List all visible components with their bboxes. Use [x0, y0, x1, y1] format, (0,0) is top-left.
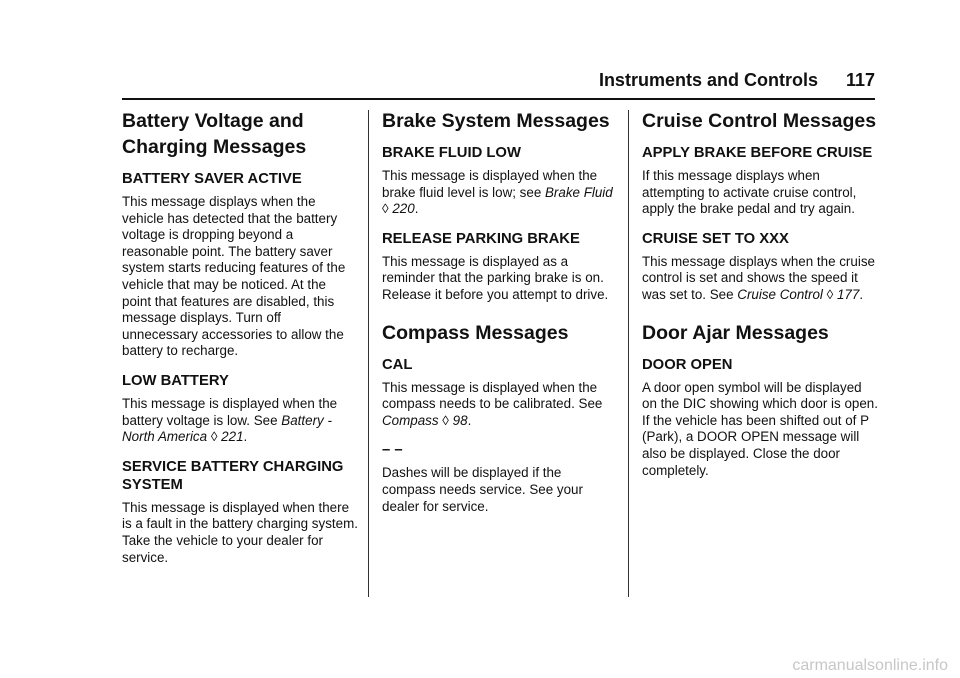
page-header: [0, 70, 875, 91]
column-2: [382, 108, 618, 527]
section-heading-battery: Battery Voltage and Charging Messages: [122, 110, 307, 158]
arrow-icon: ◊: [382, 201, 389, 217]
section-title: Instruments and Controls: [598, 70, 818, 90]
item-text-release-parking: This message is displayed as a reminder that the parking brake is on. Release it before you attempt to drive.: [382, 253, 609, 302]
item-title-cruise-set: CRUISE SET TO XXX: [642, 230, 789, 247]
header-rule: [122, 98, 875, 100]
arrow-icon: ◊: [442, 412, 449, 428]
xref-page[interactable]: 177: [836, 286, 860, 302]
column-divider-1: [368, 110, 369, 597]
item-title-service-battery: SERVICE BATTERY CHARGING SYSTEM: [122, 458, 344, 493]
section-heading-door: Door Ajar Messages: [642, 321, 829, 344]
item-text-cal: This message is displayed when the compass needs to be calibrated. See Compass ◊ 98.: [382, 379, 603, 428]
item-text-battery-saver: This message displays when the vehicle has detected that the battery voltage is dropping beyond a reasonable point. The battery saver system starts reducing features of the vehicle that may be noticed. At the point that features are disabled, this message displays. Turn off unnecessary accessories to allow the battery to recharge.: [122, 194, 346, 359]
xref-link[interactable]: Brake Fluid: [545, 184, 613, 200]
watermark: carmanualsonline.info: [792, 657, 948, 674]
item-title-cal: CAL: [382, 356, 413, 373]
section-heading-cruise: Cruise Control Messages: [642, 110, 877, 132]
column-1: [122, 108, 358, 578]
item-text-cruise-set: This message displays when the cruise control is set and shows the speed it was set to. See Cruise Control ◊ 177.: [642, 253, 875, 302]
item-title-battery-saver: BATTERY SAVER ACTIVE: [122, 171, 302, 187]
item-text-brake-fluid: This message is displayed when the brake fluid level is low; see Brake Fluid ◊ 220.: [382, 168, 613, 217]
xref-page[interactable]: 221: [221, 429, 244, 445]
xref-link[interactable]: Compass: [382, 412, 439, 428]
xref-page[interactable]: 220: [392, 201, 415, 217]
xref-page[interactable]: 98: [452, 412, 468, 428]
arrow-icon: ◊: [826, 286, 834, 302]
item-title-apply-brake: APPLY BRAKE BEFORE CRUISE: [642, 145, 873, 161]
page-number: 117: [845, 70, 875, 90]
section-heading-brake: Brake System Messages: [382, 110, 610, 132]
item-title-release-parking: RELEASE PARKING BRAKE: [382, 230, 580, 247]
xref-link[interactable]: Battery - North America: [122, 412, 332, 445]
item-title-dashes: – –: [382, 442, 403, 459]
item-text-service-battery: This message is displayed when there is a fault in the battery charging system. Take the vehicle to your dealer for service.: [122, 499, 358, 565]
item-text-dashes: Dashes will be displayed if the compass needs service. See your dealer for service.: [382, 465, 583, 514]
item-text-apply-brake: If this message displays when attempting to activate cruise control, apply the brake pedal and try again.: [642, 168, 857, 217]
item-title-brake-fluid: BRAKE FLUID LOW: [382, 145, 521, 161]
item-text-low-battery: This message is displayed when the battery voltage is low. See Battery - North America ◊ 221.: [122, 395, 338, 445]
item-text-door-open: A door open symbol will be displayed on the DIC showing which door is open. If the vehicle has been shifted out of P (Park), a DOOR OPEN message will also be displayed. Close the door completely.: [642, 379, 878, 478]
section-heading-compass: Compass Messages: [382, 321, 569, 344]
column-divider-2: [628, 110, 629, 597]
item-title-low-battery: LOW BATTERY: [122, 372, 229, 389]
item-title-door-open: DOOR OPEN: [642, 356, 733, 373]
column-3: [642, 108, 878, 491]
arrow-icon: ◊: [210, 429, 218, 445]
xref-link[interactable]: Cruise Control: [737, 286, 823, 302]
